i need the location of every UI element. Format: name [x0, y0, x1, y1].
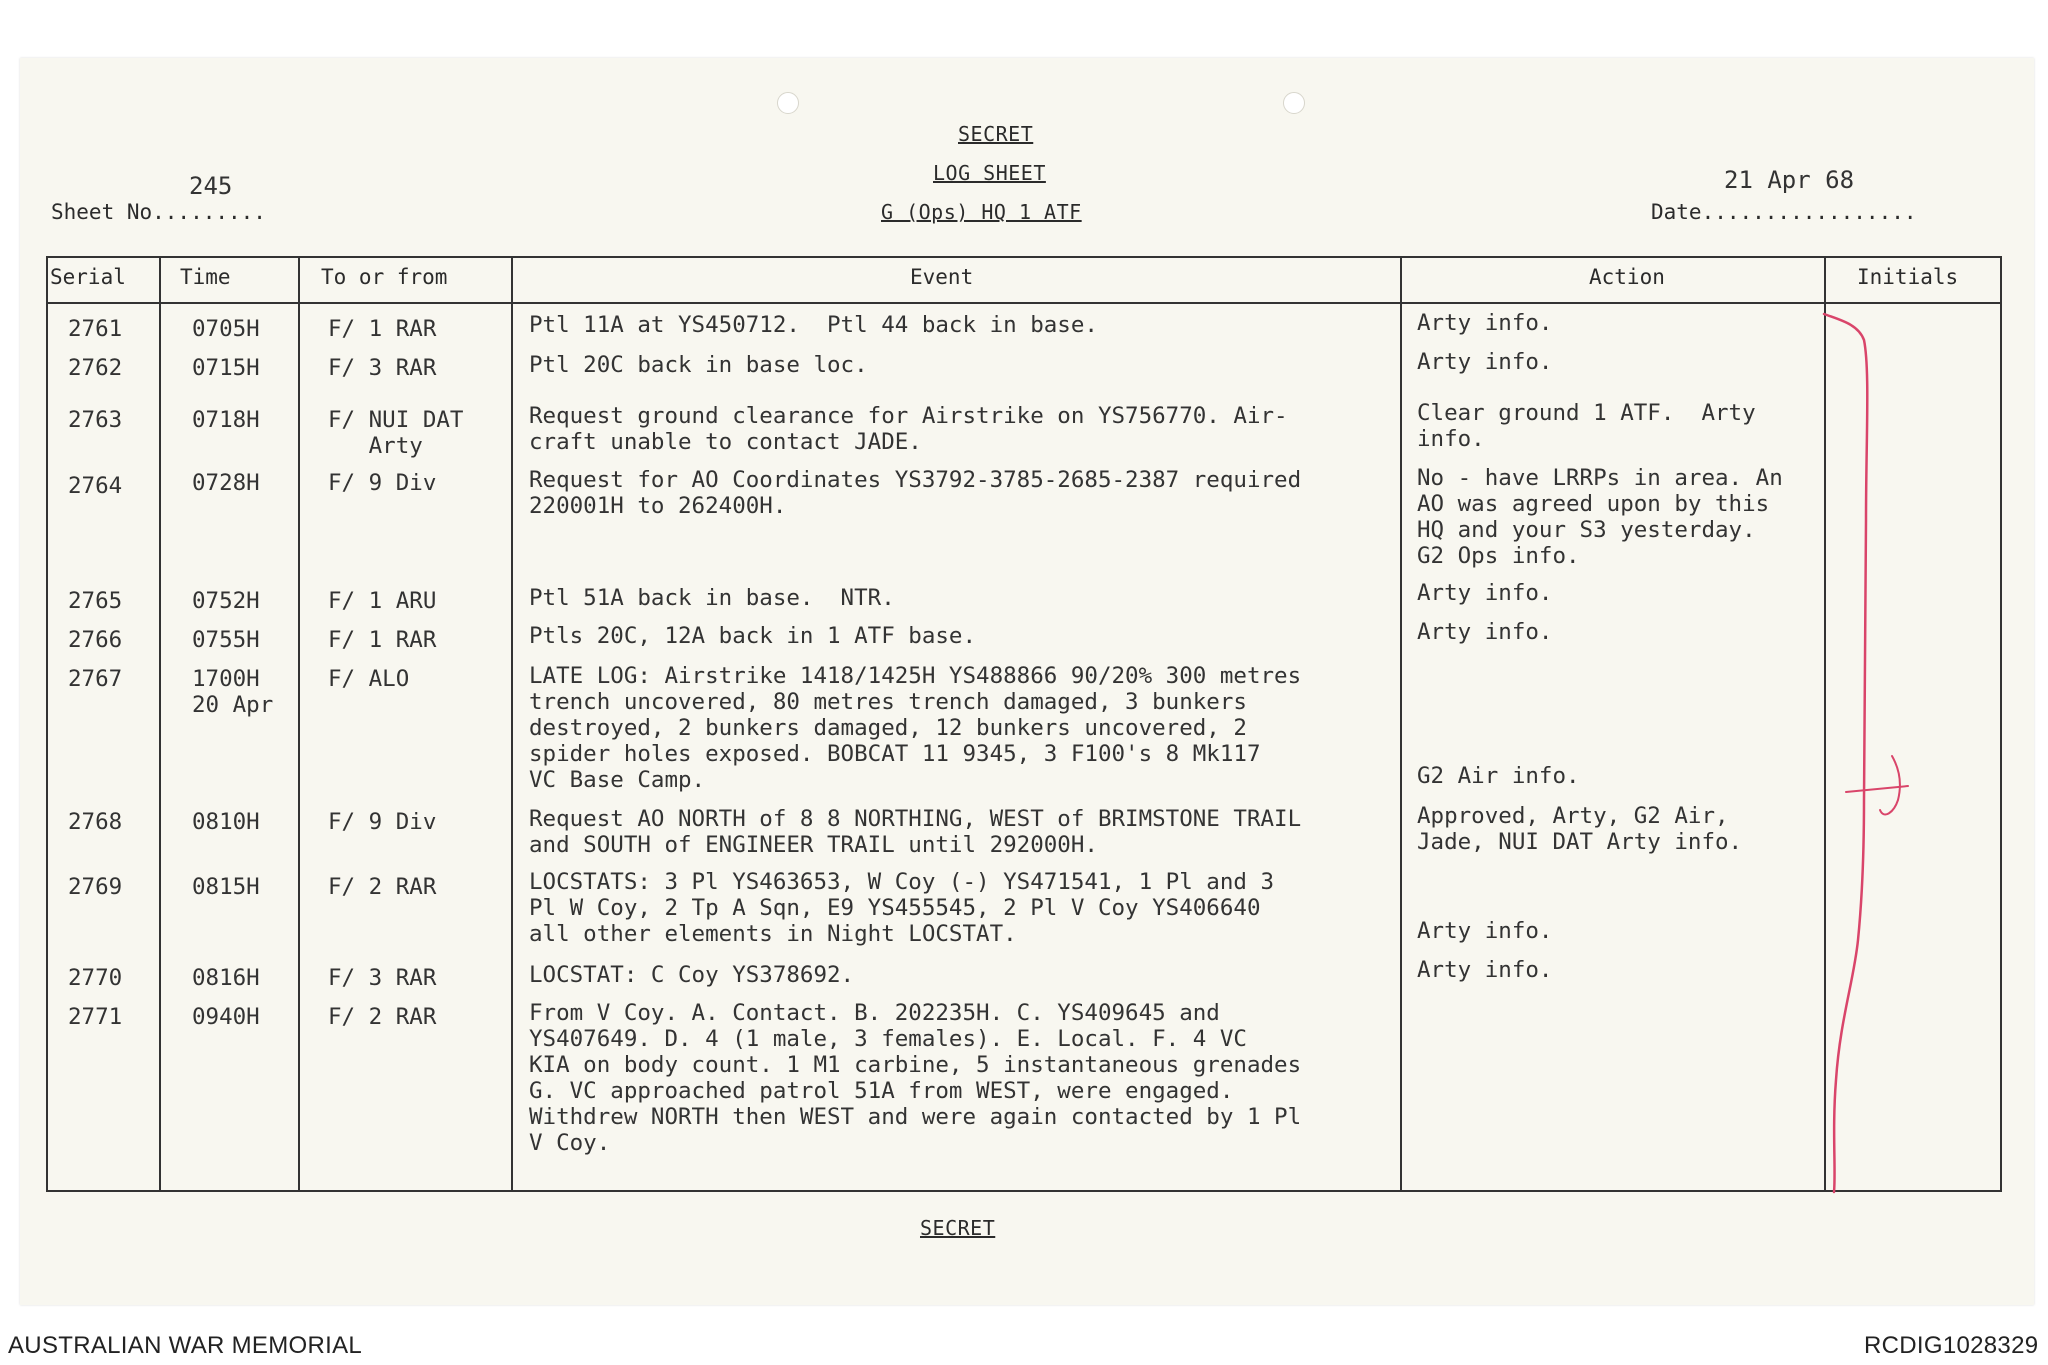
- column-header-serial: Serial: [50, 265, 126, 289]
- column-header-time: Time: [180, 265, 231, 289]
- serial-cell: 2767: [68, 666, 123, 692]
- action-cell: Arty info.: [1417, 918, 1553, 944]
- time-cell: 1700H 20 Apr: [192, 666, 274, 718]
- action-cell: No - have LRRPs in area. An AO was agreed upon by this HQ and your S3 yesterday. G2 Ops info.: [1417, 465, 1783, 569]
- log-sheet-title: LOG SHEET: [933, 161, 1046, 185]
- sheet-number-label: Sheet No.........: [51, 200, 266, 224]
- event-cell: From V Coy. A. Contact. B. 202235H. C. YS409645 and YS407649. D. 4 (1 male, 3 females). E. Local. F. 4 VC KIA on body count. 1 M1 carbine, 5 instantaneous grenades G. VC approached patrol 51A from WEST, were engaged. Withdrew NORTH then WEST and were again contacted by 1 Pl V Coy.: [529, 1000, 1302, 1156]
- action-cell: Approved, Arty, G2 Air, Jade, NUI DAT Arty info.: [1417, 803, 1743, 855]
- date-label: Date.................: [1651, 200, 1917, 224]
- time-cell: 0752H: [192, 588, 260, 614]
- sheet-number-value: 245: [189, 172, 233, 200]
- archive-credit: AUSTRALIAN WAR MEMORIAL: [8, 1332, 363, 1359]
- classification-top: SECRET: [958, 122, 1034, 146]
- time-cell: 0715H: [192, 355, 260, 381]
- action-cell: G2 Air info.: [1417, 763, 1580, 789]
- from-cell: F/ 2 RAR: [328, 874, 437, 900]
- table-right-border: [2000, 256, 2002, 1192]
- punch-hole: [777, 92, 799, 114]
- action-cell: Clear ground 1 ATF. Arty info.: [1417, 400, 1756, 452]
- from-cell: F/ 3 RAR: [328, 355, 437, 381]
- unit-name: G (Ops) HQ 1 ATF: [881, 200, 1082, 224]
- time-cell: 0718H: [192, 407, 260, 433]
- from-cell: F/ 1 RAR: [328, 627, 437, 653]
- column-header-event: Event: [910, 265, 974, 289]
- event-cell: Ptls 20C, 12A back in 1 ATF base.: [529, 623, 977, 649]
- action-cell: Arty info.: [1417, 957, 1553, 983]
- column-divider: [159, 256, 161, 1192]
- from-cell: F/ 9 Div: [328, 470, 437, 496]
- time-cell: 0940H: [192, 1004, 260, 1030]
- time-cell: 0755H: [192, 627, 260, 653]
- table-bottom-border: [46, 1190, 2002, 1192]
- column-header-action: Action: [1589, 265, 1665, 289]
- time-cell: 0705H: [192, 316, 260, 342]
- serial-cell: 2770: [68, 965, 123, 991]
- column-header-to-or-from: To or from: [321, 265, 448, 289]
- serial-cell: 2768: [68, 809, 123, 835]
- column-divider: [511, 256, 513, 1192]
- event-cell: Ptl 20C back in base loc.: [529, 352, 868, 378]
- from-cell: F/ 9 Div: [328, 809, 437, 835]
- action-cell: Arty info.: [1417, 349, 1553, 375]
- column-divider: [298, 256, 300, 1192]
- event-cell: Ptl 11A at YS450712. Ptl 44 back in base.: [529, 312, 1098, 338]
- serial-cell: 2763: [68, 407, 123, 433]
- initials-pen-mark: [1818, 300, 1928, 1200]
- event-cell: Ptl 51A back in base. NTR.: [529, 585, 895, 611]
- serial-cell: 2771: [68, 1004, 123, 1030]
- serial-cell: 2762: [68, 355, 123, 381]
- archive-reference: RCDIG1028329: [1864, 1332, 2039, 1359]
- from-cell: F/ 2 RAR: [328, 1004, 437, 1030]
- from-cell: F/ 1 RAR: [328, 316, 437, 342]
- from-cell: F/ NUI DAT Arty: [328, 407, 464, 459]
- from-cell: F/ ALO: [328, 666, 410, 692]
- punch-hole: [1283, 92, 1305, 114]
- time-cell: 0816H: [192, 965, 260, 991]
- serial-cell: 2765: [68, 588, 123, 614]
- serial-cell: 2769: [68, 874, 123, 900]
- date-value: 21 Apr 68: [1724, 166, 1855, 194]
- serial-cell: 2766: [68, 627, 123, 653]
- event-cell: LOCSTATS: 3 Pl YS463653, W Coy (-) YS471541, 1 Pl and 3 Pl W Coy, 2 Tp A Sqn, E9 YS455545, 2 Pl V Coy YS406640 all other elements in Night LOCSTAT.: [529, 869, 1275, 947]
- action-cell: Arty info.: [1417, 580, 1553, 606]
- table-header-border: [46, 302, 2002, 304]
- event-cell: LATE LOG: Airstrike 1418/1425H YS488866 90/20% 300 metres trench uncovered, 80 metres trench damaged, 3 bunkers destroyed, 2 bunkers damaged, 12 bunkers uncovered, 2 spider holes exposed. BOBCAT 11 9345, 3 F100's 8 Mk117 VC Base Camp.: [529, 663, 1302, 793]
- table-top-border: [46, 256, 2002, 258]
- serial-cell: 2764: [68, 473, 123, 499]
- action-cell: Arty info.: [1417, 619, 1553, 645]
- time-cell: 0728H: [192, 470, 260, 496]
- from-cell: F/ 3 RAR: [328, 965, 437, 991]
- event-cell: Request for AO Coordinates YS3792-3785-2685-2387 required 220001H to 262400H.: [529, 467, 1302, 519]
- classification-bottom: SECRET: [920, 1216, 996, 1240]
- time-cell: 0810H: [192, 809, 260, 835]
- time-cell: 0815H: [192, 874, 260, 900]
- from-cell: F/ 1 ARU: [328, 588, 437, 614]
- serial-cell: 2761: [68, 316, 123, 342]
- column-header-initials: Initials: [1857, 265, 1959, 289]
- event-cell: Request ground clearance for Airstrike on YS756770. Air- craft unable to contact JADE.: [529, 403, 1288, 455]
- event-cell: LOCSTAT: C Coy YS378692.: [529, 962, 855, 988]
- event-cell: Request AO NORTH of 8 8 NORTHING, WEST of BRIMSTONE TRAIL and SOUTH of ENGINEER TRAIL until 292000H.: [529, 806, 1302, 858]
- table-left-border: [46, 256, 48, 1192]
- action-cell: Arty info.: [1417, 310, 1553, 336]
- column-divider: [1400, 256, 1402, 1192]
